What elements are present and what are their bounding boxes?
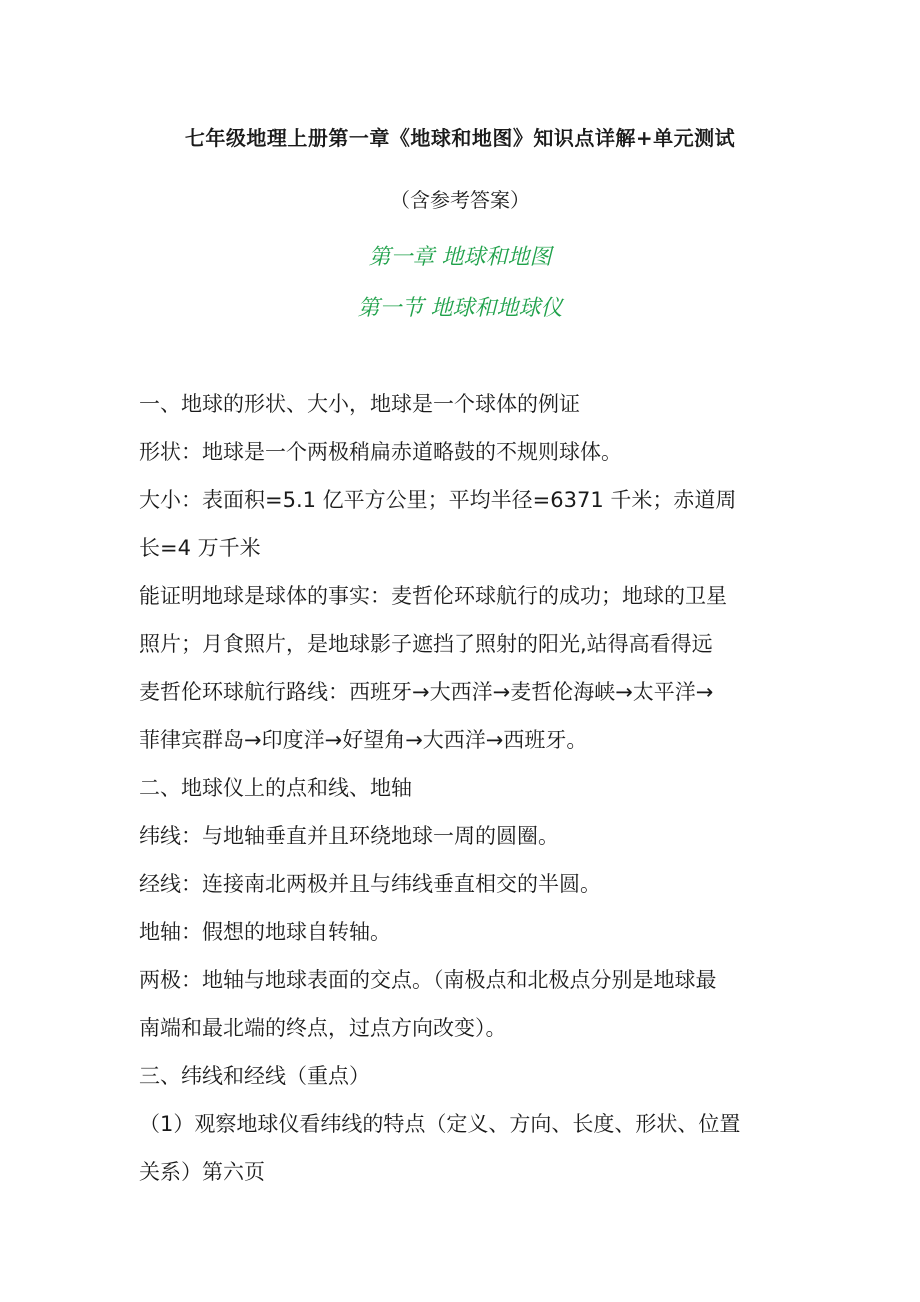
- text-line: （1）观察地球仪看纬线的特点（定义、方向、长度、形状、位置: [139, 1112, 741, 1136]
- text-line: 形状：地球是一个两极稍扁赤道略鼓的不规则球体。: [139, 440, 622, 464]
- text-line: 三、纬线和经线（重点）: [139, 1064, 370, 1088]
- body-text: [139, 380, 789, 1196]
- text-line: 能证明地球是球体的事实：麦哲伦环球航行的成功；地球的卫星: [139, 584, 727, 608]
- text-line: 经线：连接南北两极并且与纬线垂直相交的半圆。: [139, 872, 601, 896]
- text-line: 两极：地轴与地球表面的交点。（南极点和北极点分别是地球最: [139, 968, 717, 992]
- text-line: 麦哲伦环球航行路线：西班牙→大西洋→麦哲伦海峡→太平洋→: [139, 680, 714, 704]
- text-line: 一、地球的形状、大小，地球是一个球体的例证: [139, 392, 580, 416]
- text-line: 地轴：假想的地球自转轴。: [139, 920, 391, 944]
- document-subtitle: （含参考答案）: [390, 188, 530, 212]
- text-line: 大小：表面积=5.1 亿平方公里；平均半径=6371 千米；赤道周: [139, 488, 737, 512]
- text-line: 南端和最北端的终点，过点方向改变）。: [139, 1016, 507, 1040]
- text-line: 二、地球仪上的点和线、地轴: [139, 776, 412, 800]
- text-line: 照片；月食照片，是地球影子遮挡了照射的阳光,站得高看得远: [139, 632, 713, 656]
- text-line: 关系）第六页: [139, 1160, 265, 1184]
- text-line: 纬线：与地轴垂直并且环绕地球一周的圆圈。: [139, 824, 559, 848]
- section-heading: 第一节 地球和地球仪: [357, 296, 563, 321]
- text-line: 菲律宾群岛→印度洋→好望角→大西洋→西班牙。: [139, 728, 588, 752]
- text-line: 长=4 万千米: [139, 536, 261, 560]
- document-title: 七年级地理上册第一章《地球和地图》知识点详解+单元测试: [184, 126, 736, 150]
- chapter-heading: 第一章 地球和地图: [368, 245, 552, 270]
